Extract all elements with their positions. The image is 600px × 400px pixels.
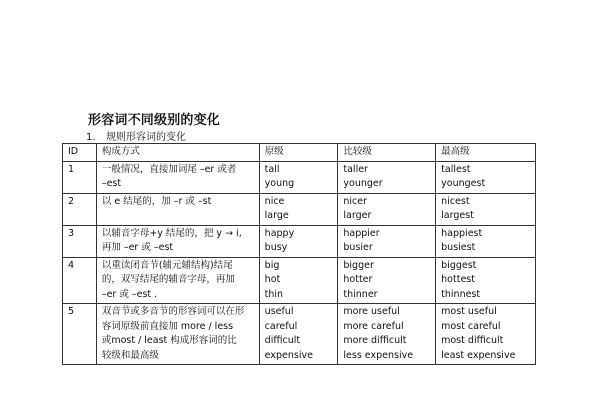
header-comparative: 比较级	[338, 144, 436, 162]
cell-line: largest	[441, 210, 474, 221]
cell-superlative	[436, 225, 536, 257]
cell-line: tall	[264, 163, 280, 175]
cell-line: expensive	[264, 349, 313, 361]
section-number: 1.	[86, 132, 96, 143]
cell-line: most useful	[441, 306, 497, 317]
cell-id: 1	[63, 161, 97, 193]
header-id: ID	[63, 144, 97, 162]
cell-id: 4	[63, 257, 97, 304]
cell-line: 再加 –er 或 –est	[101, 242, 174, 253]
cell-line: 的，双写结尾的辅音字母，再加	[101, 274, 235, 285]
cell-method	[96, 193, 259, 225]
cell-superlative	[436, 304, 536, 365]
cell-line: busier	[343, 242, 373, 253]
cell-superlative	[436, 257, 536, 304]
cell-method	[96, 257, 259, 304]
cell-positive	[259, 161, 338, 193]
cell-id: 5	[63, 304, 97, 365]
cell-line: youngest	[441, 178, 486, 189]
cell-line: 双音节或多音节的形容词可以在形	[101, 306, 245, 317]
cell-line: larger	[343, 210, 372, 221]
cell-method	[96, 225, 259, 257]
cell-comparative	[338, 225, 436, 257]
cell-line: busiest	[441, 242, 476, 253]
cell-line: hottest	[441, 274, 475, 285]
cell-method	[96, 304, 259, 365]
cell-line: nicer	[343, 195, 368, 207]
section-heading-text: 规则形容词的变化	[106, 132, 186, 143]
table-row	[63, 193, 536, 225]
cell-line: young	[264, 178, 295, 189]
cell-id: 2	[63, 193, 97, 225]
cell-line: –er 或 –est .	[101, 288, 158, 300]
cell-line: thinner	[343, 288, 378, 300]
cell-comparative	[338, 161, 436, 193]
cell-line: younger	[343, 178, 383, 189]
section-heading	[86, 128, 186, 143]
cell-line: busy	[264, 242, 288, 253]
cell-line: happier	[343, 227, 380, 239]
cell-line: big	[264, 259, 280, 271]
cell-line: difficult	[264, 335, 301, 346]
cell-line: large	[264, 210, 289, 221]
table-row	[63, 225, 536, 257]
cell-line: 以 e 结尾的，加 –r 或 –st	[101, 195, 212, 207]
cell-line: nicest	[441, 195, 470, 207]
cell-line: 以辅音字母+y 结尾的，把 y → i,	[101, 227, 242, 239]
cell-line: useful	[264, 306, 294, 317]
adjective-comparison-table	[62, 143, 536, 365]
cell-id: 3	[63, 225, 97, 257]
cell-positive	[259, 225, 338, 257]
cell-line: most difficult	[441, 335, 504, 346]
cell-comparative	[338, 257, 436, 304]
table-row	[63, 304, 536, 365]
cell-positive	[259, 304, 338, 365]
cell-line: less expensive	[343, 349, 414, 361]
header-superlative: 最高级	[436, 144, 536, 162]
cell-line: happiest	[441, 227, 483, 239]
cell-positive	[259, 193, 338, 225]
cell-line: biggest	[441, 259, 477, 271]
cell-method	[96, 161, 259, 193]
table-row	[63, 257, 536, 304]
cell-superlative	[436, 161, 536, 193]
cell-superlative	[436, 193, 536, 225]
cell-line: most careful	[441, 320, 501, 332]
cell-line: thin	[264, 288, 284, 300]
cell-line: happy	[264, 227, 295, 239]
table-header-row	[63, 144, 536, 162]
cell-line: –est	[101, 178, 122, 189]
document-title: 形容词不同级别的变化	[88, 113, 221, 128]
table-row	[63, 161, 536, 193]
cell-line: thinnest	[441, 288, 481, 300]
cell-line: more useful	[343, 306, 400, 317]
cell-line: nice	[264, 195, 285, 207]
cell-line: 或most / least 构成形容词的比	[101, 335, 237, 346]
cell-comparative	[338, 193, 436, 225]
cell-line: hotter	[343, 274, 373, 285]
cell-line: 容词原级前直接加 more / less	[101, 320, 234, 332]
cell-line: more difficult	[343, 335, 407, 346]
cell-line: 较级和最高级	[101, 349, 159, 361]
cell-line: least expensive	[441, 349, 516, 361]
cell-line: bigger	[343, 259, 374, 271]
cell-line: 一般情况，直接加词尾 –er 或者	[101, 163, 237, 175]
header-positive: 原级	[259, 144, 338, 162]
cell-comparative	[338, 304, 436, 365]
cell-line: 以重读闭音节(辅元辅结构)结尾	[101, 259, 233, 271]
cell-line: taller	[343, 163, 368, 175]
cell-line: more careful	[343, 320, 404, 332]
cell-line: careful	[264, 320, 298, 332]
cell-positive	[259, 257, 338, 304]
cell-line: tallest	[441, 163, 471, 175]
header-method: 构成方式	[96, 144, 259, 162]
cell-line: hot	[264, 274, 281, 285]
